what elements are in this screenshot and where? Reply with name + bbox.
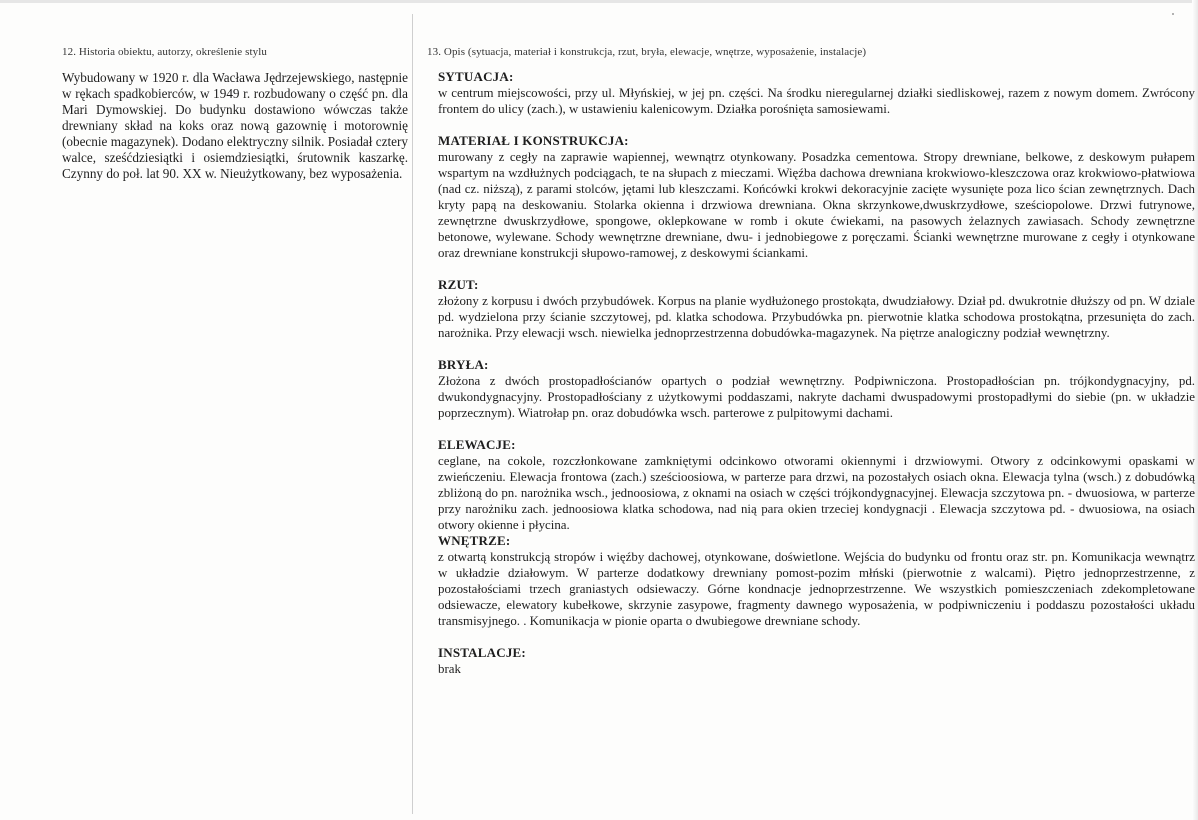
section-bryla (438, 357, 1195, 421)
section-title: ELEWACJE: (438, 437, 516, 452)
column-divider (412, 14, 413, 814)
history-heading: 12. Historia obiektu, autorzy, określenie stylu (62, 46, 267, 58)
section-text: z otwartą konstrukcją stropów i więźby dachowej, otynkowane, doświetlone. Wejścia do budynku od frontu oraz str. pn. Komunikacja wewnątrz w układzie działowym. W parterze dodatkowy drewniany pomost-pozim młński (pierwotnie z walcami). Piętro jednoprzestrzenne, z pozostałościami trzech graniastych odsiewaczy. Górne kondnacje jednoprzestrzenne. We wszystkich pomieszczeniach zdekompletowane odsiewacze, elewatory kubełkowe, skrzynie zasypowe, fragmenty dawnego wyposażenia, w podpiwniczeniu i poddaszu pozostałości układu transmisyjnego. . Komunikacja w pionie oparta o dwubiegowe drewniane schody. (438, 550, 1195, 628)
section-title: BRYŁA: (438, 357, 489, 372)
section-text: ceglane, na cokole, rozczłonkowane zamkniętymi odcinkowo otworami okiennymi i drzwiowymi. Otwory z odcinkowymi opaskami w zwieńczeniu. Elewacja frontowa (zach.) sześcioosiowa, w parterze para drzwi, na pozostałych osiach okna. Elewacja tylna (wsch.) z dobudówką zbliżoną do pn. narożnika wsch., jednoosiowa, z oknami na osiach w części trójkondygnacyjnej. Elewacja szczytowa pn. - dwuosiowa, w parterze przy narożniku zach. jednoosiowa klatka schodowa, nad nią para okien trzeciej kondygnacji . Elewacja szczytowa pd. - dwuosiowa, na osiach otwory okienne i płycina. (438, 454, 1195, 532)
section-sytuacja (438, 69, 1195, 117)
section-title: RZUT: (438, 277, 479, 292)
section-text: złożony z korpusu i dwóch przybudówek. Korpus na planie wydłużonego prostokąta, dwudziałowy. Dział pd. dwukrotnie dłuższy od pn. W dziale pd. wydzielona przy ścianie szczytowej, pd. klatka schodowa. Przybudówka pn. pierwotnie klatka schodowa prostokątna, przesunięta do zach. narożnika. Przy elewacji wsch. niewielka jednoprzestrzenna dobudówka-magazynek. Na piętrze analogiczny podział wewnętrzny. (438, 294, 1195, 340)
history-text: Wybudowany w 1920 r. dla Wacława Jędrzejewskiego, następnie w rękach spadkobierców, w 1949 r. rozbudowany o część pn. dla Mari Dymowskiej. Do budynku dostawiono wówczas także drewniany skład na koks oraz nową gazownię i motorownię (obecnie magazynek). Dodano elektryczny silnik. Posiadał cztery walce, sześćdziesiątki i osiemdziesiątki, śrutownik kaszarkę. Czynny do poł. lat 90. XX w. Nieużytkowany, bez wyposażenia. (62, 70, 408, 181)
section-title: MATERIAŁ I KONSTRUKCJA: (438, 133, 629, 148)
scan-speck (1172, 13, 1174, 15)
section-title: INSTALACJE: (438, 645, 526, 660)
history-column (62, 46, 408, 182)
section-title: WNĘTRZE: (438, 533, 511, 548)
section-instalacje (438, 645, 1195, 677)
section-elewacje (438, 437, 1195, 533)
section-text: murowany z cegły na zaprawie wapiennej, wewnątrz otynkowany. Posadzka cementowa. Stropy drewniane, belkowe, z deskowym pułapem wspartym na wzdłużnych podciągach, te na słupach z mieczami. Więźba dachowa drewniana krokwiowo-kleszczowa oraz krokwiowo-płatwiowa (nad cz. niższą), z parami stolców, jętami lub kleszczami. Końcówki krokwi dekoracyjnie zacięte wysunięte poza lico ścian zewnętrznych. Dach kryty papą na deskowaniu. Stolarka okienna i drzwiowa drewniana. Okna skrzynkowe,dwuskrzydłowe, sześciopolowe. Drzwi futrynowe, zewnętrzne dwuskrzydłowe, spongowe, oklepkowane w romb i okute ćwiekami, na pasowych żelaznych zawiasach. Schody zewnętrzne betonowe, wylewane. Schody wewnętrzne drewniane, dwu- i jednobiegowe z poręczami. Ścianki wewnętrzne murowane z cegły i otynkowane oraz drewniane konstrukcji słupowo-ramowej, z deskowymi ściankami. (438, 150, 1195, 260)
section-material-konstrukcja (438, 133, 1195, 261)
section-title: SYTUACJA: (438, 69, 514, 84)
scan-top-edge (0, 0, 1198, 3)
section-wnetrze (438, 533, 1195, 629)
section-rzut (438, 277, 1195, 341)
section-text: brak (438, 662, 461, 676)
description-column (427, 46, 1197, 677)
description-heading: 13. Opis (sytuacja, materiał i konstrukcja, rzut, bryła, elewacje, wnętrze, wyposażenie, instalacje) (427, 46, 867, 58)
section-text: w centrum miejscowości, przy ul. Młyńskiej, w jej pn. części. Na środku nieregularnej działki siedliskowej, razem z nowym domem. Zwrócony frontem do ulicy (zach.), w ustawieniu kalenicowym. Działka porośnięta samosiewami. (438, 86, 1195, 116)
section-text: Złożona z dwóch prostopadłościanów opartych o podział wewnętrzny. Podpiwniczona. Prostopadłościan pn. trójkondygnacyjny, pd. dwukondygnacyjny. Prostopadłościany z użytkowymi poddaszami, nakryte dachami dwuspadowymi prostopadłymi do siebie (pn. w układzie poprzecznym). Wiatrołap pn. oraz dobudówka wsch. parterowe z pulpitowymi dachami. (438, 374, 1195, 420)
